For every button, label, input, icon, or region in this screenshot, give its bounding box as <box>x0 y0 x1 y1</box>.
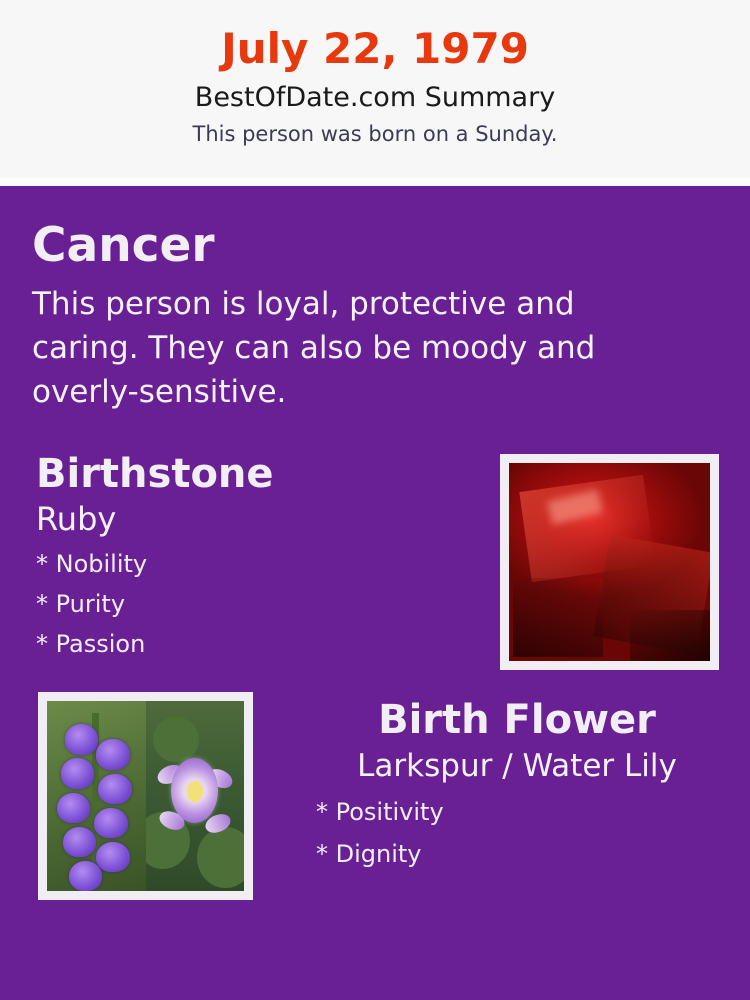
header-divider <box>0 178 750 186</box>
page-title: July 22, 1979 <box>221 24 529 73</box>
birth-flower-text <box>282 698 750 868</box>
birth-flower-names: Larkspur / Water Lily <box>357 748 677 785</box>
birthstone-name: Ruby <box>36 500 117 539</box>
larkspur-image <box>47 701 146 891</box>
site-summary-label: BestOfDate.com Summary <box>194 82 556 114</box>
zodiac-sign-heading: Cancer <box>32 218 215 273</box>
water-lily-image <box>146 701 245 891</box>
larkspur-and-water-lily-photo <box>38 692 253 900</box>
details-panel <box>0 186 750 1000</box>
zodiac-description: This person is loyal, protective and caring. They can also be moody and overly-sensitive. <box>32 286 596 411</box>
born-day-text: This person was born on a Sunday. <box>192 122 558 147</box>
birth-flower-heading: Birth Flower <box>378 697 656 744</box>
ruby-gemstone-image <box>509 463 710 661</box>
birthstone-heading: Birthstone <box>36 451 274 498</box>
birthstone-trait: * Passion <box>36 630 146 659</box>
ruby-gemstone-photo <box>500 454 719 670</box>
birthstone-trait: * Purity <box>36 590 126 619</box>
birth-flower-section <box>32 692 718 922</box>
birth-flower-trait: * Positivity <box>316 798 444 827</box>
birth-flower-trait: * Dignity <box>316 840 422 869</box>
birthstone-section <box>32 452 718 658</box>
birthstone-trait: * Nobility <box>36 550 148 579</box>
header <box>0 0 750 178</box>
flower-image <box>47 701 244 891</box>
